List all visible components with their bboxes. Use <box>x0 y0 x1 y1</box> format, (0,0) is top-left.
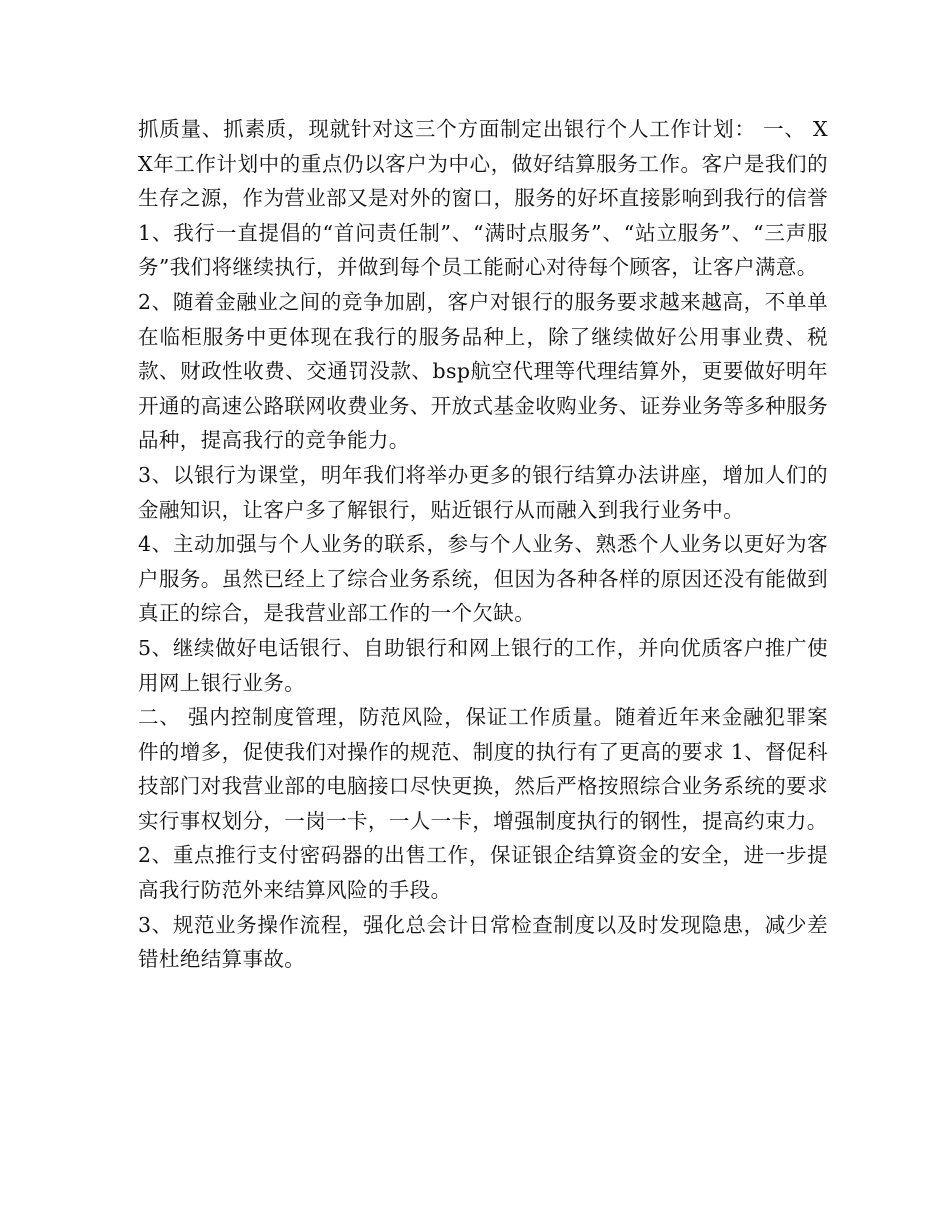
paragraph-intro-plan: 抓质量、抓素质，现就针对这三个方面制定出银行个人工作计划： 一、 XX年工作计划中的重点仍以客户为中心，做好结算服务工作。客户是我们的生存之源，作为营业部又是对外的窗口，服务的好坏直接影响到我行的信誉 1、我行一直提倡的“首问责任制”、“满时点服务”、“站立服务”、“三声服务”我们将继续执行，并做到每个员工能耐心对待每个顾客，让客户满意。 <box>138 117 828 280</box>
paragraph-online-banking: 5、继续做好电话银行、自助银行和网上银行的工作，并向优质客户推广使用网上银行业务。 <box>138 635 828 695</box>
document-body <box>138 112 828 977</box>
paragraph-personal-business: 4、主动加强与个人业务的联系，参与个人业务、熟悉个人业务以更好为客户服务。虽然已经上了综合业务系统，但因为各种各样的原因还没有能做到真正的综合，是我营业部工作的一个欠缺。 <box>138 532 828 626</box>
paragraph-service-varieties: 2、随着金融业之间的竞争加剧，客户对银行的服务要求越来越高，不单单在临柜服务中更体现在我行的服务品种上，除了继续做好公用事业费、税款、财政性收费、交通罚没款、bsp航空代理等代理结算外，更要做好明年开通的高速公路联网收费业务、开放式基金收购业务、证券业务等多种服务品种，提高我行的竞争能力。 <box>138 289 828 453</box>
paragraph-payment-password: 2、重点推行支付密码器的出售工作，保证银企结算资金的安全，进一步提高我行防范外来结算风险的手段。 <box>138 843 828 903</box>
paragraph-bank-classroom: 3、以银行为课堂，明年我们将举办更多的银行结算办法讲座，增加人们的金融知识，让客户多了解银行，贴近银行从而融入到我行业务中。 <box>138 462 828 522</box>
paragraph-operation-process: 3、规范业务操作流程，强化总会计日常检查制度以及时发现隐患，减少差错杜绝结算事故。 <box>138 912 828 972</box>
paragraph-internal-control: 二、 强内控制度管理，防范风险，保证工作质量。随着近年来金融犯罪案件的增多，促使我们对操作的规范、制度的执行有了更高的要求 1、督促科技部门对我营业部的电脑接口尽快更换，然后严格按照综合业务系统的要求实行事权划分，一岗一卡，一人一卡，增强制度执行的钢性，提高约束力。 <box>138 705 828 833</box>
